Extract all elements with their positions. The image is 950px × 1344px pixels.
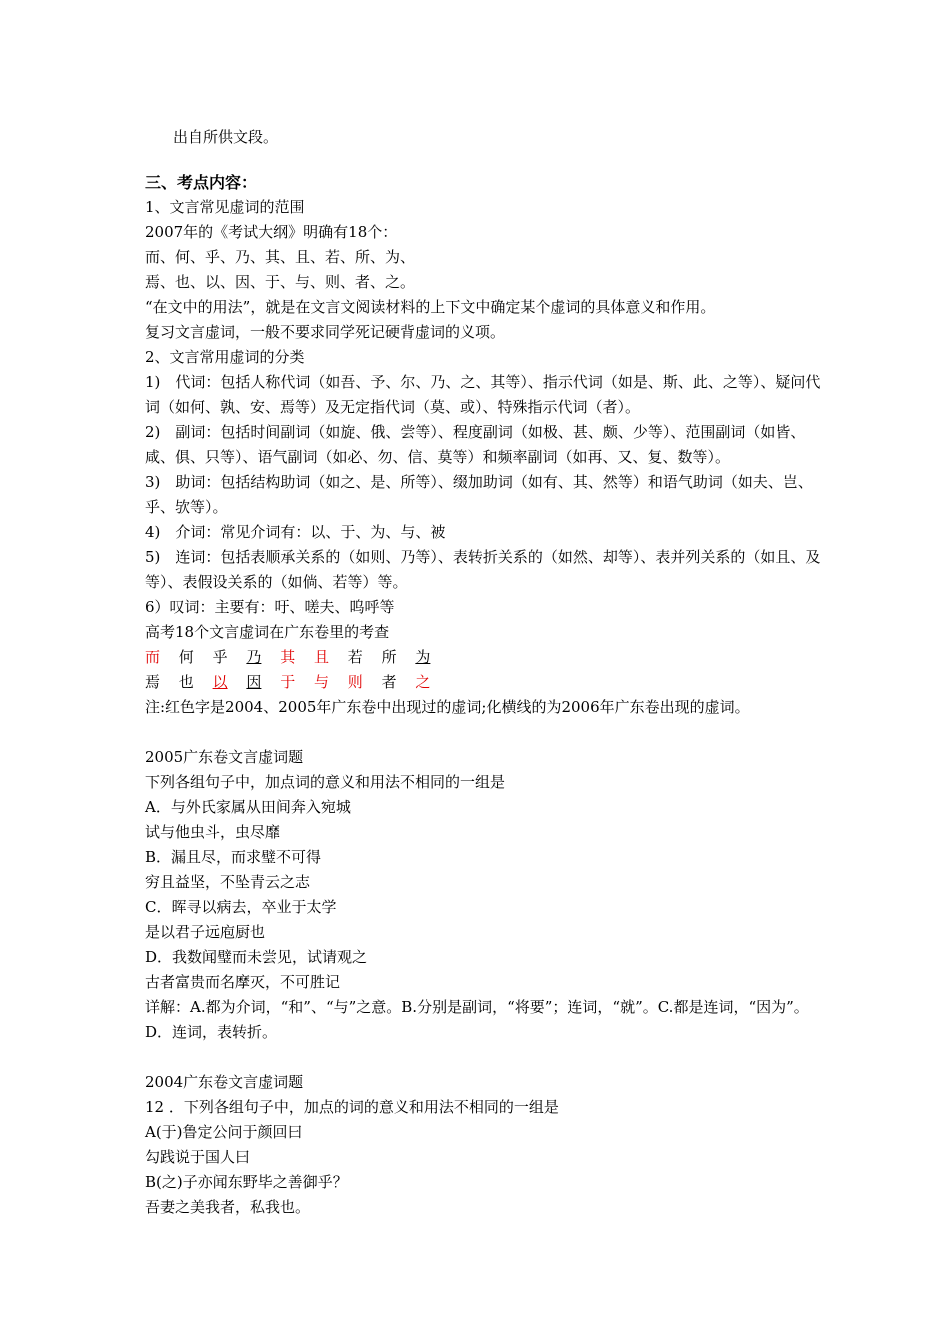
char: 因 [246, 673, 262, 691]
char: 而 [145, 648, 161, 666]
q2005-line: 试与他虫斗，虫尽靡 [145, 823, 281, 841]
category-adverb: 2) 副词：包括时间副词（如旋、俄、尝等）、程度副词（如极、甚、颇、少等）、范围副词（如皆、咸、俱、只等）、语气副词（如必、勿、信、莫等）和频率副词（如再、又、复、数等）。 [145, 423, 806, 466]
category-interjection: 6）叹词：主要有：吁、嗟夫、呜呼等 [145, 598, 395, 616]
text-line: 2、文言常用虚词的分类 [145, 348, 305, 366]
char: 与 [313, 673, 329, 691]
note-line: 注:红色字是2004、2005年广东卷中出现过的虚词;化横线的为2006年广东卷出现的虚词。 [145, 698, 750, 716]
q2004-stem: 12 ．下列各组句子中，加点的词的意义和用法不相同的一组是 [145, 1098, 559, 1116]
char: 乃 [246, 648, 262, 666]
text-line: 复习文言虚词，一般不要求同学死记硬背虚词的义项。 [145, 323, 506, 341]
char: 则 [347, 673, 363, 691]
q2005-line: B．漏且尽，而求璧不可得 [145, 848, 322, 866]
char: 于 [280, 673, 296, 691]
char-row-2 [145, 670, 835, 695]
q2005-line: 穷且益坚，不坠青云之志 [145, 873, 311, 891]
category-conjunction: 5) 连词：包括表顺承关系的（如则、乃等）、表转折关系的（如然、却等）、表并列关系的（如且、及等）、表假设关系的（如倘、若等）等。 [145, 548, 821, 591]
text-line: 2007年的《考试大纲》明确有18个： [145, 223, 398, 241]
char: 焉 [145, 673, 161, 691]
q2004-line: B(之)子亦闻东野毕之善御乎？ [145, 1173, 348, 1191]
text-line: 焉、也、以、因、于、与、则、者、之。 [145, 273, 416, 291]
category-particle: 3) 助词：包括结构助词（如之、是、所等）、缀加助词（如有、其、然等）和语气助词（如夫、岂、乎、欤等）。 [145, 473, 813, 516]
char: 且 [313, 648, 329, 666]
category-pronoun: 1) 代词：包括人称代词（如吾、予、尔、乃、之、其等）、指示代词（如是、斯、此、之等）、疑问代词（如何、孰、安、焉等）及无定指代词（莫、或）、特殊指示代词（者）。 [145, 373, 821, 416]
q2004-title: 2004广东卷文言虚词题 [145, 1073, 304, 1091]
q2004-line: A(于)鲁定公问于颜回曰 [145, 1123, 303, 1141]
char: 为 [415, 648, 431, 666]
char: 乎 [212, 648, 228, 666]
q2005-title: 2005广东卷文言虚词题 [145, 748, 304, 766]
category-preposition: 4) 介词：常见介词有：以、于、为、与、被 [145, 523, 446, 541]
char-row-1 [145, 645, 835, 670]
text-line: “在文中的用法”，就是在文言文阅读材料的上下文中确定某个虚词的具体意义和作用。 [145, 298, 716, 316]
q2005-line: 古者富贵而名摩灭，不可胜记 [145, 973, 341, 991]
char: 以 [212, 673, 228, 691]
char: 之 [415, 673, 431, 691]
q2005-line: 是以君子远庖厨也 [145, 923, 266, 941]
char: 所 [381, 648, 397, 666]
char: 其 [280, 648, 296, 666]
q2005-stem: 下列各组句子中，加点词的意义和用法不相同的一组是 [145, 773, 506, 791]
char: 何 [178, 648, 194, 666]
document-page [145, 125, 835, 1220]
text-line: 1、文言常见虚词的范围 [145, 198, 305, 216]
q2005-line: A．与外氏家属从田间奔入宛城 [145, 798, 351, 816]
q2004-line: 勾践说于国人曰 [145, 1148, 251, 1166]
char: 也 [178, 673, 194, 691]
q2005-line: D．我数闻璧而未尝见，试请观之 [145, 948, 368, 966]
char: 者 [381, 673, 397, 691]
q2004-line: 吾妻之美我者，私我也。 [145, 1198, 311, 1216]
q2005-line: C．晖寻以病去，卒业于太学 [145, 898, 337, 916]
char: 若 [347, 648, 363, 666]
text-line: 出自所供文段。 [173, 128, 279, 146]
text-line: 而、何、乎、乃、其、且、若、所、为、 [145, 248, 416, 266]
guangdong-title: 高考18个文言虚词在广东卷里的考查 [145, 623, 390, 641]
q2005-explain: 详解：A.都为介词，“和”、“与”之意。B.分别是副词，“将要”；连词，“就”。C.都是连词，“因为”。D．连词，表转折。 [145, 998, 809, 1041]
section-heading: 三、考点内容： [145, 173, 258, 192]
